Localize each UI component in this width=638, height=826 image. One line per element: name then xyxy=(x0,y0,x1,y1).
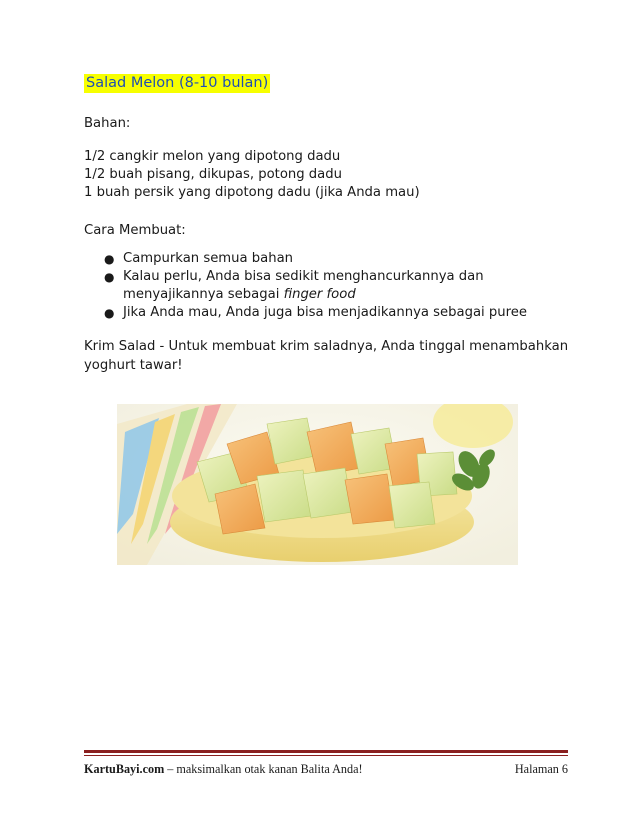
step-text: menyajikannya sebagai xyxy=(123,287,284,302)
melon-salad-photo xyxy=(117,404,518,565)
footer-rule-thin xyxy=(84,755,568,756)
step-item xyxy=(84,304,527,322)
step-text: Jika Anda mau, Anda juga bisa menjadikannya sebagai puree xyxy=(123,305,528,320)
ingredients-heading: Bahan: xyxy=(84,116,131,131)
footer-tagline: – maksimalkan otak kanan Balita Anda! xyxy=(164,762,363,776)
ingredient-item: 1/2 cangkir melon yang dipotong dadu xyxy=(84,149,341,164)
footer-rule xyxy=(84,750,568,753)
step-text-continuation xyxy=(123,286,527,304)
step-emphasis: finger food xyxy=(283,287,356,302)
step-item xyxy=(84,250,527,268)
bullet-icon: ● xyxy=(104,252,115,266)
method-heading: Cara Membuat: xyxy=(84,223,186,238)
ingredients-list xyxy=(84,148,420,202)
step-text: Kalau perlu, Anda bisa sedikit menghancurkannya dan xyxy=(123,269,484,284)
footer-left xyxy=(84,762,363,777)
bullet-icon: ● xyxy=(104,306,115,320)
bullet-icon: ● xyxy=(104,270,115,284)
cream-tip: Krim Salad - Untuk membuat krim saladnya, Anda tinggal menambahkan yoghurt tawar! xyxy=(84,339,569,373)
footer-site: KartuBayi.com xyxy=(84,762,165,776)
page-number: Halaman 6 xyxy=(514,762,568,776)
recipe-title: Salad Melon (8-10 bulan) xyxy=(86,75,269,91)
ingredient-item: 1 buah persik yang dipotong dadu (jika Anda mau) xyxy=(84,185,420,200)
step-text: Campurkan semua bahan xyxy=(123,251,294,266)
ingredient-item: 1/2 buah pisang, dikupas, potong dadu xyxy=(84,167,342,182)
page-footer xyxy=(84,762,568,777)
step-item xyxy=(84,268,527,304)
method-steps xyxy=(84,250,527,322)
